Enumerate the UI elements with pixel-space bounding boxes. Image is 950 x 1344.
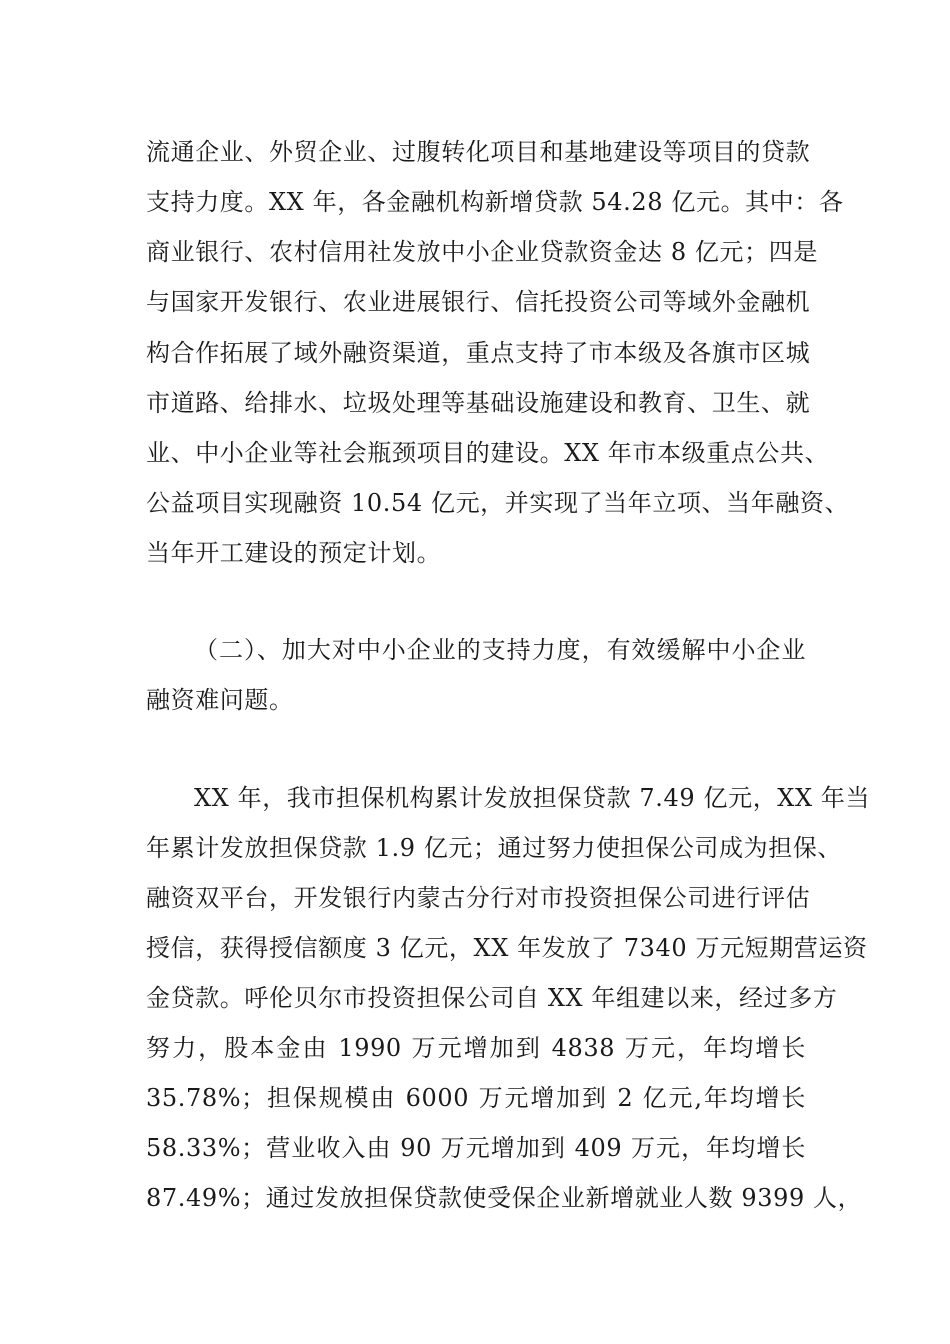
body-text-line: 流通企业、外贸企业、过腹转化项目和基地建设等项目的贷款 [146,138,811,166]
body-text-line: 市道路、给排水、垃圾处理等基础设施建设和教育、卫生、就 [146,389,811,417]
body-text-line: 商业银行、农村信用社发放中小企业贷款资金达 8 亿元；四是 [146,238,818,266]
body-text-line: 35.78%；担保规模由 6000 万元增加到 2 亿元,年均增长 [146,1084,806,1112]
section-heading-line: 融资难问题。 [146,686,294,714]
body-text-line: 业、中小企业等社会瓶颈项目的建设。XX 年市本级重点公共、 [146,439,830,467]
body-text-line: 支持力度。XX 年，各金融机构新增贷款 54.28 亿元。其中：各 [146,188,844,216]
body-text-line: 58.33%；营业收入由 90 万元增加到 409 万元，年均增长 [146,1134,806,1162]
body-text-line: 授信，获得授信额度 3 亿元，XX 年发放了 7340 万元短期营运资 [146,934,868,962]
body-text-line: 融资双平台，开发银行内蒙古分行对市投资担保公司进行评估 [146,884,811,912]
section-heading-line: （二）、加大对中小企业的支持力度，有效缓解中小企业 [194,636,806,664]
body-text-line: XX 年，我市担保机构累计发放担保贷款 7.49 亿元，XX 年当 [194,784,871,812]
body-text-line: 金贷款。呼伦贝尔市投资担保公司自 XX 年组建以来，经过多方 [146,984,838,1012]
body-text-line: 当年开工建设的预定计划。 [146,539,442,567]
body-text-line: 年累计发放担保贷款 1.9 亿元；通过努力使担保公司成为担保、 [146,834,843,862]
body-text-line: 公益项目实现融资 10.54 亿元，并实现了当年立项、当年融资、 [146,489,850,517]
body-text-line: 构合作拓展了域外融资渠道，重点支持了市本级及各旗市区城 [146,339,811,367]
body-text-line: 87.49%；通过发放担保贷款使受保企业新增就业人数 9399 人， [146,1184,863,1212]
body-text-line: 与国家开发银行、农业进展银行、信托投资公司等域外金融机 [146,288,811,316]
body-text-line: 努力，股本金由 1990 万元增加到 4838 万元，年均增长 [146,1034,806,1062]
